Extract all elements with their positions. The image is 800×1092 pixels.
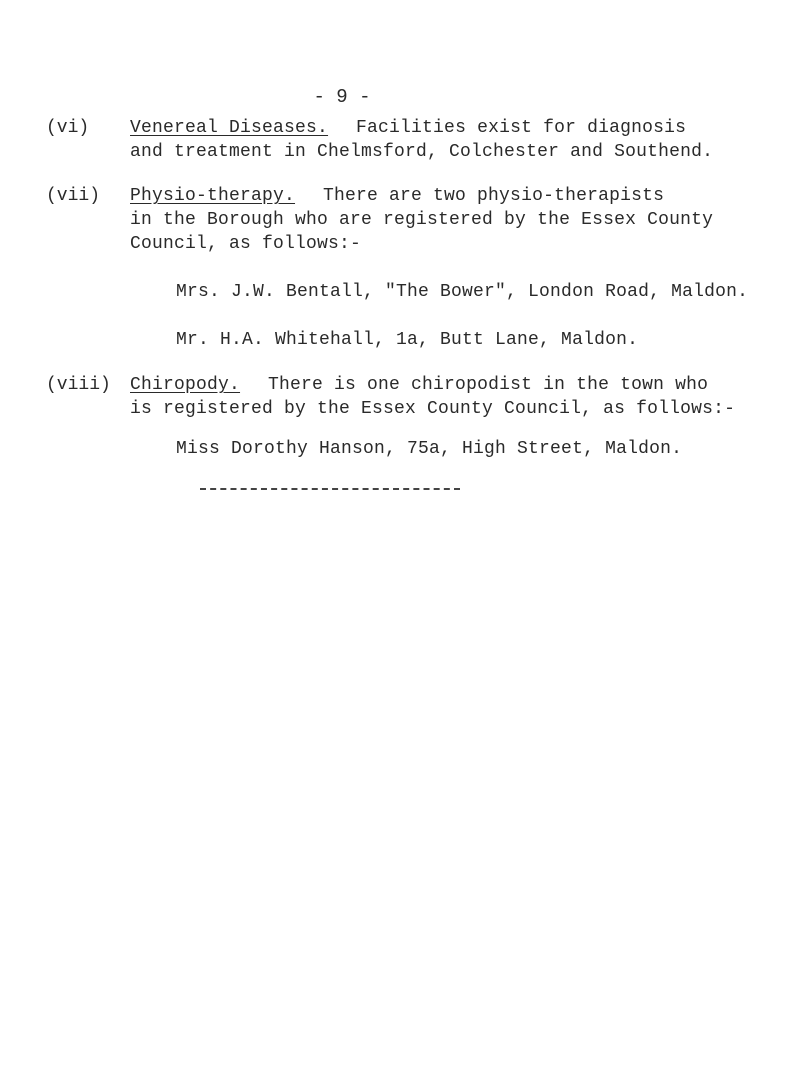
- section-line: [130, 118, 686, 138]
- section-text: There are two physio-therapists: [323, 186, 665, 206]
- page-number: - 9 -: [313, 86, 371, 108]
- section-label: (vi): [46, 118, 90, 138]
- section-line: [130, 186, 664, 206]
- section-label: (vii): [46, 186, 101, 206]
- section-text: is registered by the Essex County Council, as follows:-: [130, 399, 736, 419]
- section-heading: Chiropody.: [130, 375, 241, 395]
- section-heading: Venereal Diseases.: [130, 118, 329, 138]
- section-text: There is one chiropodist in the town who: [268, 375, 709, 395]
- dashed-divider: [200, 488, 460, 490]
- address-entry: Mrs. J.W. Bentall, "The Bower", London Road, Maldon.: [176, 282, 749, 302]
- section-text: and treatment in Chelmsford, Colchester and Southend.: [130, 142, 714, 162]
- section-heading: Physio-therapy.: [130, 186, 296, 206]
- section-text: in the Borough who are registered by the Essex County: [130, 210, 714, 230]
- section-text: Council, as follows:-: [130, 234, 362, 254]
- address-entry: Miss Dorothy Hanson, 75a, High Street, Maldon.: [176, 439, 683, 459]
- section-text: Facilities exist for diagnosis: [356, 118, 687, 138]
- section-label: (viii): [46, 375, 111, 395]
- section-line: [130, 375, 708, 395]
- address-entry: Mr. H.A. Whitehall, 1a, Butt Lane, Maldon.: [176, 330, 639, 350]
